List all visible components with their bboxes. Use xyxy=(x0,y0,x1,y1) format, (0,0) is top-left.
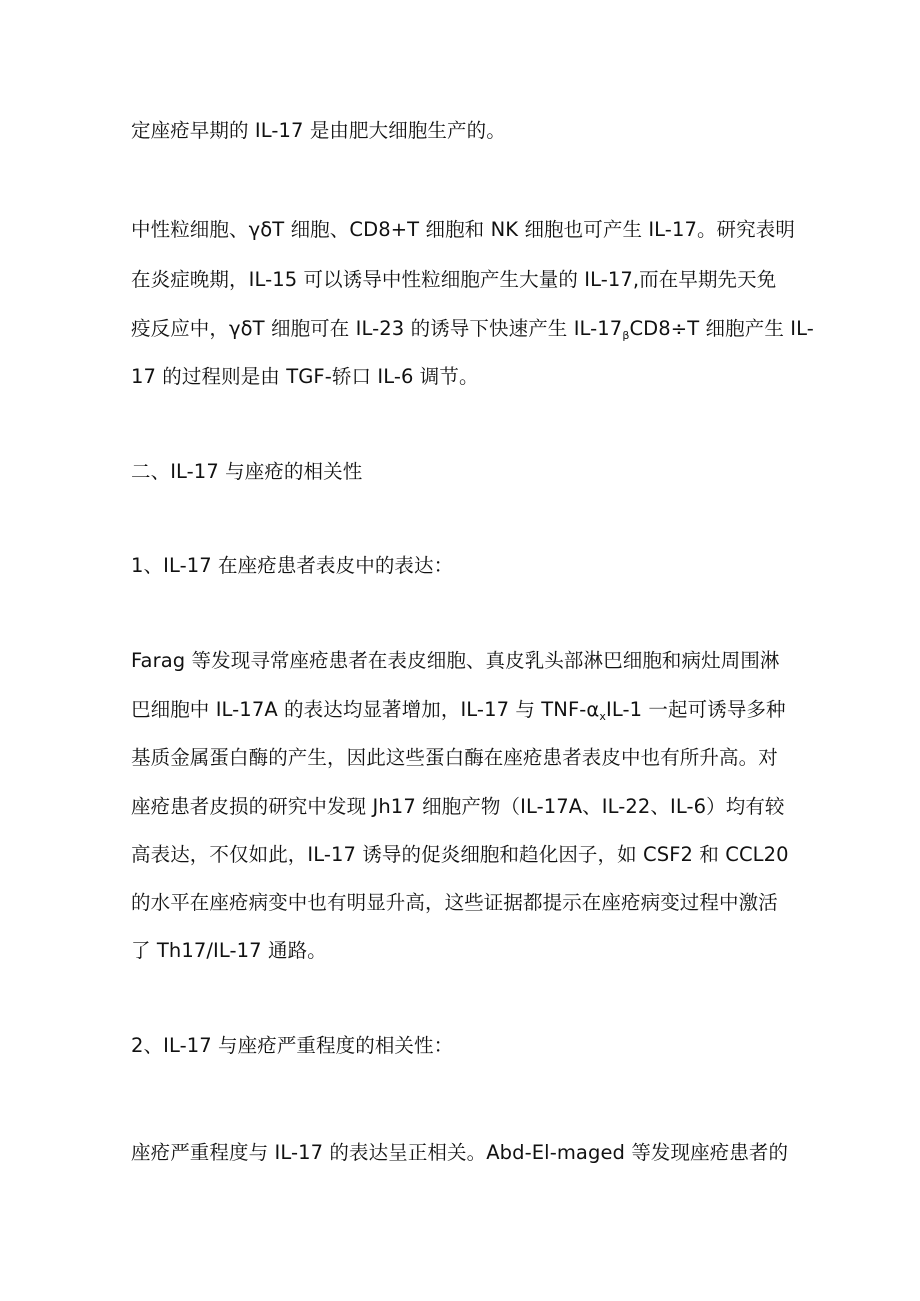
paragraph-3-line-6: 的水平在座疮病变中也有明显升高，这些证据都提示在座疮病变过程中激活 xyxy=(131,891,778,914)
subsection-heading-2: 2、IL-17 与座疮严重程度的相关性： xyxy=(131,1034,454,1057)
subsection-heading-1: 1、IL-17 在座疮患者表皮中的表达： xyxy=(131,554,454,577)
paragraph-3-line-3: 基质金属蛋白酶的产生，因此这些蛋白酶在座疮患者表皮中也有所升高。对 xyxy=(131,746,778,769)
paragraph-3-line-4: 座疮患者皮损的研究中发现 Jh17 细胞产物（IL-17A、IL-22、IL-6）均有较 xyxy=(131,795,785,818)
section-heading: 二、IL-17 与座疮的相关性 xyxy=(131,460,363,483)
paragraph-2-line-4: 17 的过程则是由 TGF-轿口 IL-6 调节。 xyxy=(131,365,479,388)
paragraph-3-line-5: 高表达，不仅如此，IL-17 诱导的促炎细胞和趋化因子，如 CSF2 和 CCL20 xyxy=(131,843,789,866)
paragraph-4-line-1: 座疮严重程度与 IL-17 的表达呈正相关。Abd-El-maged 等发现座疮患者的 xyxy=(131,1141,789,1164)
paragraph-3-line-2-text-b: IL-1 一起可诱导多种 xyxy=(606,698,786,721)
paragraph-2-line-1: 中性粒细胞、γδT 细胞、CD8+T 细胞和 NK 细胞也可产生 IL-17。研究表明 xyxy=(131,218,795,241)
paragraph-3-line-1: Farag 等发现寻常座疮患者在表皮细胞、真皮乳头部淋巴细胞和病灶周围淋 xyxy=(131,649,780,672)
paragraph-2-line-3-text-b: CD8÷T 细胞产生 IL- xyxy=(629,317,814,340)
beta-subscript: β xyxy=(622,329,630,342)
paragraph-3-line-7: 了 Th17/IL-17 通路。 xyxy=(131,939,327,962)
x-subscript: x xyxy=(599,710,607,723)
paragraph-1-line-1: 定座疮早期的 IL-17 是由肥大细胞生产的。 xyxy=(131,119,506,142)
paragraph-3-line-2-text-a: 巴细胞中 IL-17A 的表达均显著增加，IL-17 与 TNF-α xyxy=(131,698,600,721)
paragraph-2-line-2: 在炎症晚期，IL-15 可以诱导中性粒细胞产生大量的 IL-17,而在早期先天免 xyxy=(131,268,777,291)
paragraph-3-line-2 xyxy=(131,697,786,723)
paragraph-2-line-3 xyxy=(131,316,814,342)
paragraph-2-line-3-text-a: 疫反应中，γδT 细胞可在 IL-23 的诱导下快速产生 IL-17 xyxy=(131,317,623,340)
